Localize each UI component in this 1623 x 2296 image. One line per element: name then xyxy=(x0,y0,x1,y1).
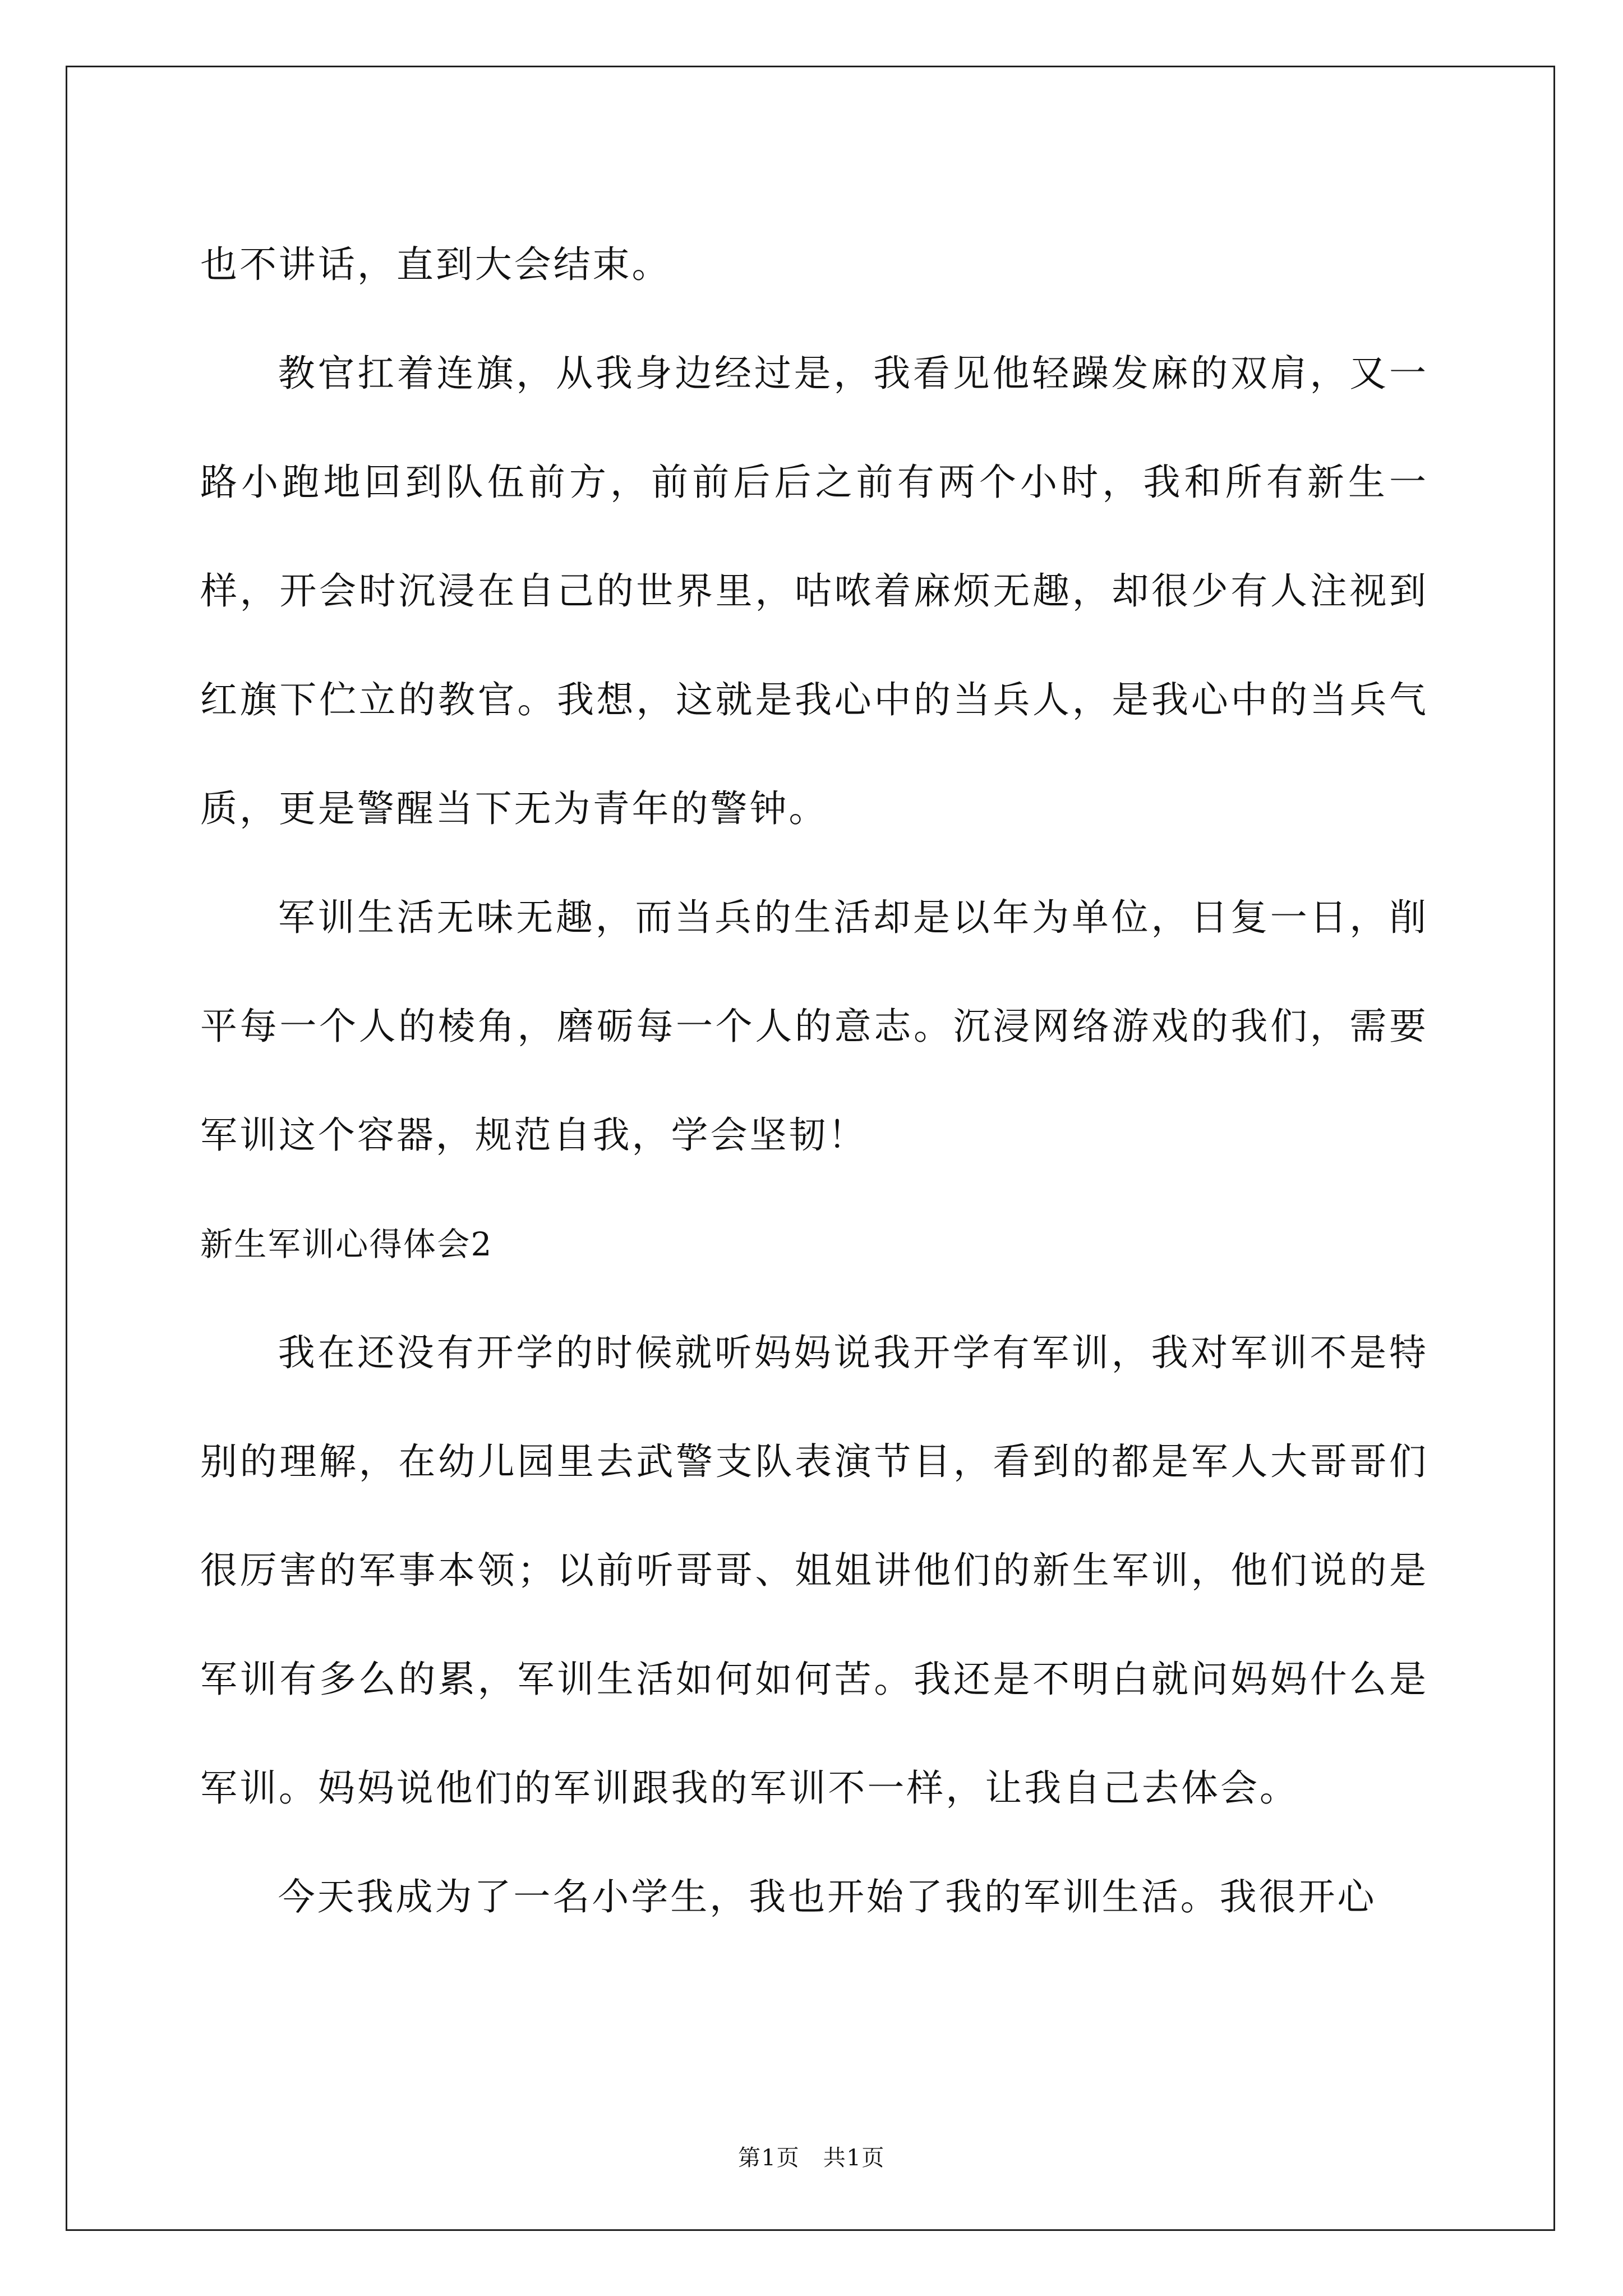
page-footer: 第1页 共1页 xyxy=(737,2145,886,2171)
paragraph-2: 教官扛着连旗，从我身边经过是，我看见他轻躁发麻的双肩，又一路小跑地回到队伍前方，前前后后之前有两个小时，我和所有新生一样，开会时沉浸在自己的世界里，咕哝着麻烦无趣，却很少有人注视到红旗下伫立的教官。我想，这就是我心中的当兵人，是我心中的当兵气质，更是警醒当下无为青年的警钟。 xyxy=(200,352,1428,830)
paragraph-3: 军训生活无味无趣，而当兵的生活却是以年为单位，日复一日，削平每一个人的棱角，磨砺每一个人的意志。沉浸网络游戏的我们，需要军训这个容器，规范自我，学会坚韧！ xyxy=(200,896,1428,1157)
paragraph-5: 今天我成为了一名小学生，我也开始了我的军训生活。我很开心 xyxy=(278,1875,1377,1918)
paragraph-1: 也不讲话，直到大会结束。 xyxy=(200,243,671,286)
section-heading: 新生军训心得体会2 xyxy=(200,1225,493,1263)
document-body xyxy=(200,210,1428,1952)
paragraph-4: 我在还没有开学的时候就听妈妈说我开学有军训，我对军训不是特别的理解，在幼儿园里去武警支队表演节目，看到的都是军人大哥哥们很厉害的军事本领；以前听哥哥、姐姐讲他们的新生军训，他们说的是军训有多么的累，军训生活如何如何苦。我还是不明白就问妈妈什么是军训。妈妈说他们的军训跟我的军训不一样，让我自己去体会。 xyxy=(200,1331,1428,1810)
